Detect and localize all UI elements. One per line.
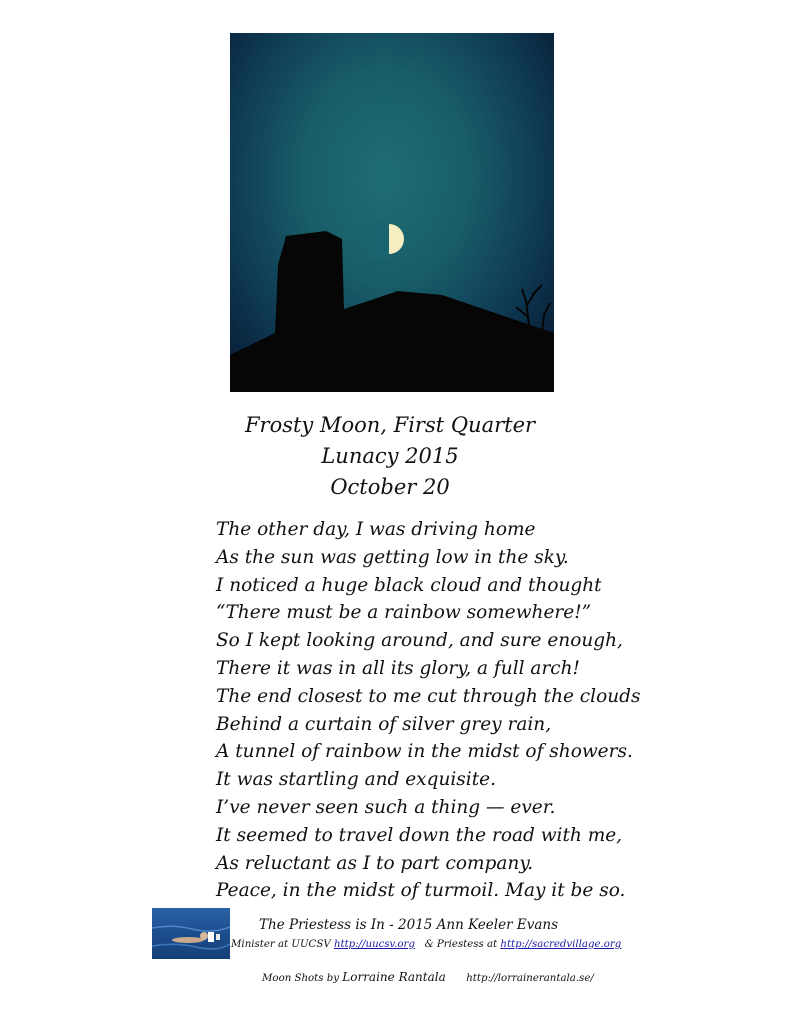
poem-line: A tunnel of rainbow in the midst of showers. <box>216 741 633 763</box>
roof-chimney-silhouette <box>230 231 554 392</box>
priestess-label: & Priestess at <box>424 939 498 950</box>
poem-date: October 20 <box>330 475 450 499</box>
footer-credit: The Priestess is In - 2015 Ann Keeler Evans <box>259 917 559 933</box>
poem-title: Frosty Moon, First Quarter <box>244 413 536 437</box>
poem-line: I noticed a huge black cloud and thought <box>216 574 602 596</box>
sacredvillage-link[interactable]: http://sacredvillage.org <box>500 939 622 950</box>
poem-line: So I kept looking around, and sure enough, <box>216 630 623 652</box>
poem-line: Peace, in the midst of turmoil. May it be so. <box>216 880 626 902</box>
photo-credit <box>262 970 594 984</box>
poem-line: I’ve never seen such a thing — ever. <box>216 796 556 818</box>
poem-line: Behind a curtain of silver grey rain, <box>216 713 552 735</box>
poem-heading <box>200 410 580 503</box>
minister-label: Minister at UUCSV <box>231 939 331 950</box>
moon-shots-label: Moon Shots by <box>262 973 340 984</box>
poem-series: Lunacy 2015 <box>321 444 459 468</box>
footer-affiliations <box>231 939 621 950</box>
author-swimming-photo <box>152 908 230 959</box>
poem-line: As reluctant as I to part company. <box>216 852 534 874</box>
poem-line: There it was in all its glory, a full arch! <box>216 657 580 679</box>
poem-line: As the sun was getting low in the sky. <box>216 546 569 568</box>
poem-line: The other day, I was driving home <box>216 519 536 540</box>
poem-body <box>216 516 640 905</box>
poem-line: It was startling and exquisite. <box>216 769 496 791</box>
poem-line: It seemed to travel down the road with me, <box>216 824 623 846</box>
moon-scene <box>230 33 554 392</box>
swimmer-scene <box>152 908 230 959</box>
poem-line: The end closest to me cut through the clouds <box>216 685 641 707</box>
moon-shadow <box>370 219 389 259</box>
moon-photo <box>230 33 554 392</box>
photographer-link[interactable]: http://lorrainerantala.se/ <box>466 973 594 984</box>
photographer-name: Lorraine Rantala <box>342 970 446 984</box>
poem-line: “There must be a rainbow somewhere!” <box>216 602 592 624</box>
uucsv-link[interactable]: http://uucsv.org <box>333 939 415 950</box>
